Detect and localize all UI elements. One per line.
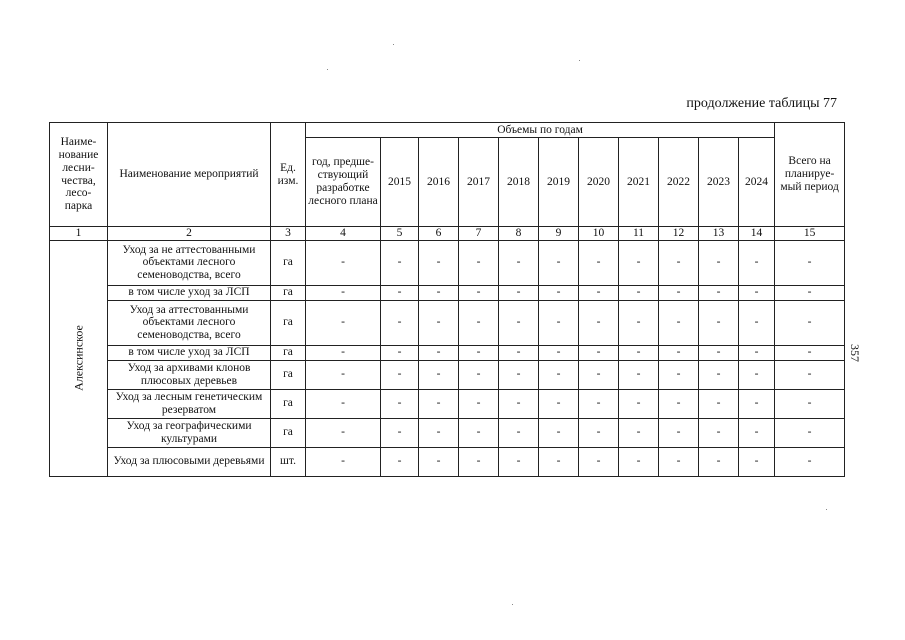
column-number: 1 xyxy=(50,227,108,241)
value-cell: - xyxy=(499,285,539,300)
value-cell: - xyxy=(419,240,459,285)
activity-name: Уход за не аттестованными объектами лесного семеноводства, всего xyxy=(108,240,271,285)
value-cell: - xyxy=(381,300,419,345)
column-number: 12 xyxy=(659,227,699,241)
header-volumes: Объемы по годам xyxy=(306,123,775,138)
unit-cell: га xyxy=(271,240,306,285)
value-cell: - xyxy=(499,418,539,447)
value-cell: - xyxy=(419,345,459,360)
column-number: 14 xyxy=(739,227,775,241)
activity-name: Уход за географическими культурами xyxy=(108,418,271,447)
unit-cell: га xyxy=(271,285,306,300)
value-cell: - xyxy=(659,300,699,345)
value-cell: - xyxy=(459,300,499,345)
value-cell: - xyxy=(419,389,459,418)
value-cell: - xyxy=(579,300,619,345)
value-cell: - xyxy=(775,345,845,360)
unit-cell: га xyxy=(271,300,306,345)
table-row xyxy=(50,285,845,300)
header-year-2017: 2017 xyxy=(459,138,499,227)
value-cell: - xyxy=(539,447,579,476)
value-cell: - xyxy=(539,389,579,418)
value-cell: - xyxy=(775,447,845,476)
value-cell: - xyxy=(499,447,539,476)
value-cell: - xyxy=(499,345,539,360)
value-cell: - xyxy=(306,345,381,360)
value-cell: - xyxy=(419,447,459,476)
value-cell: - xyxy=(381,240,419,285)
value-cell: - xyxy=(619,285,659,300)
value-cell: - xyxy=(419,300,459,345)
forestry-cell xyxy=(50,240,108,476)
value-cell: - xyxy=(459,389,499,418)
header-year-2018: 2018 xyxy=(499,138,539,227)
value-cell: - xyxy=(739,389,775,418)
unit-cell: га xyxy=(271,418,306,447)
column-number: 15 xyxy=(775,227,845,241)
value-cell: - xyxy=(499,240,539,285)
value-cell: - xyxy=(381,418,419,447)
value-cell: - xyxy=(619,418,659,447)
value-cell: - xyxy=(739,300,775,345)
column-number: 6 xyxy=(419,227,459,241)
header-unit: Ед. изм. xyxy=(271,123,306,227)
scan-speck xyxy=(327,69,328,70)
value-cell: - xyxy=(699,418,739,447)
value-cell: - xyxy=(775,240,845,285)
value-cell: - xyxy=(306,389,381,418)
value-cell: - xyxy=(419,285,459,300)
value-cell: - xyxy=(619,360,659,389)
header-year-2015: 2015 xyxy=(381,138,419,227)
value-cell: - xyxy=(775,389,845,418)
header-year-2024: 2024 xyxy=(739,138,775,227)
value-cell: - xyxy=(306,418,381,447)
value-cell: - xyxy=(699,285,739,300)
value-cell: - xyxy=(619,345,659,360)
value-cell: - xyxy=(579,285,619,300)
column-number: 11 xyxy=(619,227,659,241)
column-number: 4 xyxy=(306,227,381,241)
page-number: 357 xyxy=(848,344,862,362)
unit-cell: га xyxy=(271,389,306,418)
value-cell: - xyxy=(499,300,539,345)
value-cell: - xyxy=(381,345,419,360)
value-cell: - xyxy=(459,345,499,360)
value-cell: - xyxy=(459,447,499,476)
column-number: 5 xyxy=(381,227,419,241)
value-cell: - xyxy=(739,360,775,389)
value-cell: - xyxy=(381,447,419,476)
unit-cell: га xyxy=(271,345,306,360)
activity-name: Уход за аттестованными объектами лесного семеноводства, всего xyxy=(108,300,271,345)
value-cell: - xyxy=(739,285,775,300)
table-row xyxy=(50,240,845,285)
activity-name: в том числе уход за ЛСП xyxy=(108,285,271,300)
value-cell: - xyxy=(306,447,381,476)
value-cell: - xyxy=(739,447,775,476)
table-row xyxy=(50,389,845,418)
table-row xyxy=(50,418,845,447)
value-cell: - xyxy=(306,300,381,345)
header-year-2023: 2023 xyxy=(699,138,739,227)
scan-speck xyxy=(579,60,580,61)
scan-speck xyxy=(512,604,513,605)
activity-name: Уход за архивами клонов плюсовых деревьев xyxy=(108,360,271,389)
table-row xyxy=(50,345,845,360)
value-cell: - xyxy=(459,360,499,389)
value-cell: - xyxy=(775,285,845,300)
value-cell: - xyxy=(619,300,659,345)
table-row xyxy=(50,447,845,476)
value-cell: - xyxy=(659,418,699,447)
header-year-2019: 2019 xyxy=(539,138,579,227)
value-cell: - xyxy=(739,345,775,360)
value-cell: - xyxy=(499,389,539,418)
header-forestry: Наиме-нование лесни-чества, лесо-парка xyxy=(50,123,108,227)
value-cell: - xyxy=(539,418,579,447)
value-cell: - xyxy=(419,360,459,389)
activity-name: в том числе уход за ЛСП xyxy=(108,345,271,360)
header-year-2020: 2020 xyxy=(579,138,619,227)
value-cell: - xyxy=(739,418,775,447)
value-cell: - xyxy=(419,418,459,447)
header-year-2021: 2021 xyxy=(619,138,659,227)
activity-name: Уход за лесным генетическим резерватом xyxy=(108,389,271,418)
value-cell: - xyxy=(579,418,619,447)
column-number: 7 xyxy=(459,227,499,241)
value-cell: - xyxy=(539,300,579,345)
value-cell: - xyxy=(381,360,419,389)
value-cell: - xyxy=(699,447,739,476)
value-cell: - xyxy=(579,447,619,476)
column-number: 8 xyxy=(499,227,539,241)
value-cell: - xyxy=(699,360,739,389)
header-year-2022: 2022 xyxy=(659,138,699,227)
value-cell: - xyxy=(659,360,699,389)
value-cell: - xyxy=(499,360,539,389)
value-cell: - xyxy=(699,345,739,360)
value-cell: - xyxy=(579,240,619,285)
table-caption: продолжение таблицы 77 xyxy=(686,96,837,111)
unit-cell: шт. xyxy=(271,447,306,476)
value-cell: - xyxy=(775,300,845,345)
column-number: 13 xyxy=(699,227,739,241)
table-row xyxy=(50,300,845,345)
value-cell: - xyxy=(775,418,845,447)
value-cell: - xyxy=(459,240,499,285)
value-cell: - xyxy=(381,389,419,418)
forestry-name: Алексинское xyxy=(70,325,85,392)
header-year-2016: 2016 xyxy=(419,138,459,227)
value-cell: - xyxy=(659,345,699,360)
value-cell: - xyxy=(306,360,381,389)
value-cell: - xyxy=(579,360,619,389)
value-cell: - xyxy=(659,389,699,418)
unit-cell: га xyxy=(271,360,306,389)
activity-name: Уход за плюсовыми деревьями xyxy=(108,447,271,476)
value-cell: - xyxy=(619,389,659,418)
value-cell: - xyxy=(659,285,699,300)
value-cell: - xyxy=(381,285,419,300)
value-cell: - xyxy=(699,300,739,345)
value-cell: - xyxy=(699,240,739,285)
value-cell: - xyxy=(579,345,619,360)
header-activity: Наименование мероприятий xyxy=(108,123,271,227)
scan-speck xyxy=(826,509,827,510)
value-cell: - xyxy=(539,285,579,300)
column-number: 3 xyxy=(271,227,306,241)
column-number: 10 xyxy=(579,227,619,241)
value-cell: - xyxy=(739,240,775,285)
value-cell: - xyxy=(459,418,499,447)
value-cell: - xyxy=(306,285,381,300)
value-cell: - xyxy=(459,285,499,300)
column-number: 9 xyxy=(539,227,579,241)
header-prev-year: год, предше-ствующий разработке лесного плана xyxy=(306,138,381,227)
value-cell: - xyxy=(539,360,579,389)
value-cell: - xyxy=(659,447,699,476)
value-cell: - xyxy=(775,360,845,389)
scan-speck xyxy=(393,44,394,45)
value-cell: - xyxy=(539,240,579,285)
value-cell: - xyxy=(619,447,659,476)
value-cell: - xyxy=(659,240,699,285)
column-number: 2 xyxy=(108,227,271,241)
forest-activities-table xyxy=(49,122,845,477)
value-cell: - xyxy=(306,240,381,285)
table-row xyxy=(50,360,845,389)
value-cell: - xyxy=(579,389,619,418)
value-cell: - xyxy=(539,345,579,360)
value-cell: - xyxy=(699,389,739,418)
value-cell: - xyxy=(619,240,659,285)
header-total: Всего на планируе-мый период xyxy=(775,123,845,227)
